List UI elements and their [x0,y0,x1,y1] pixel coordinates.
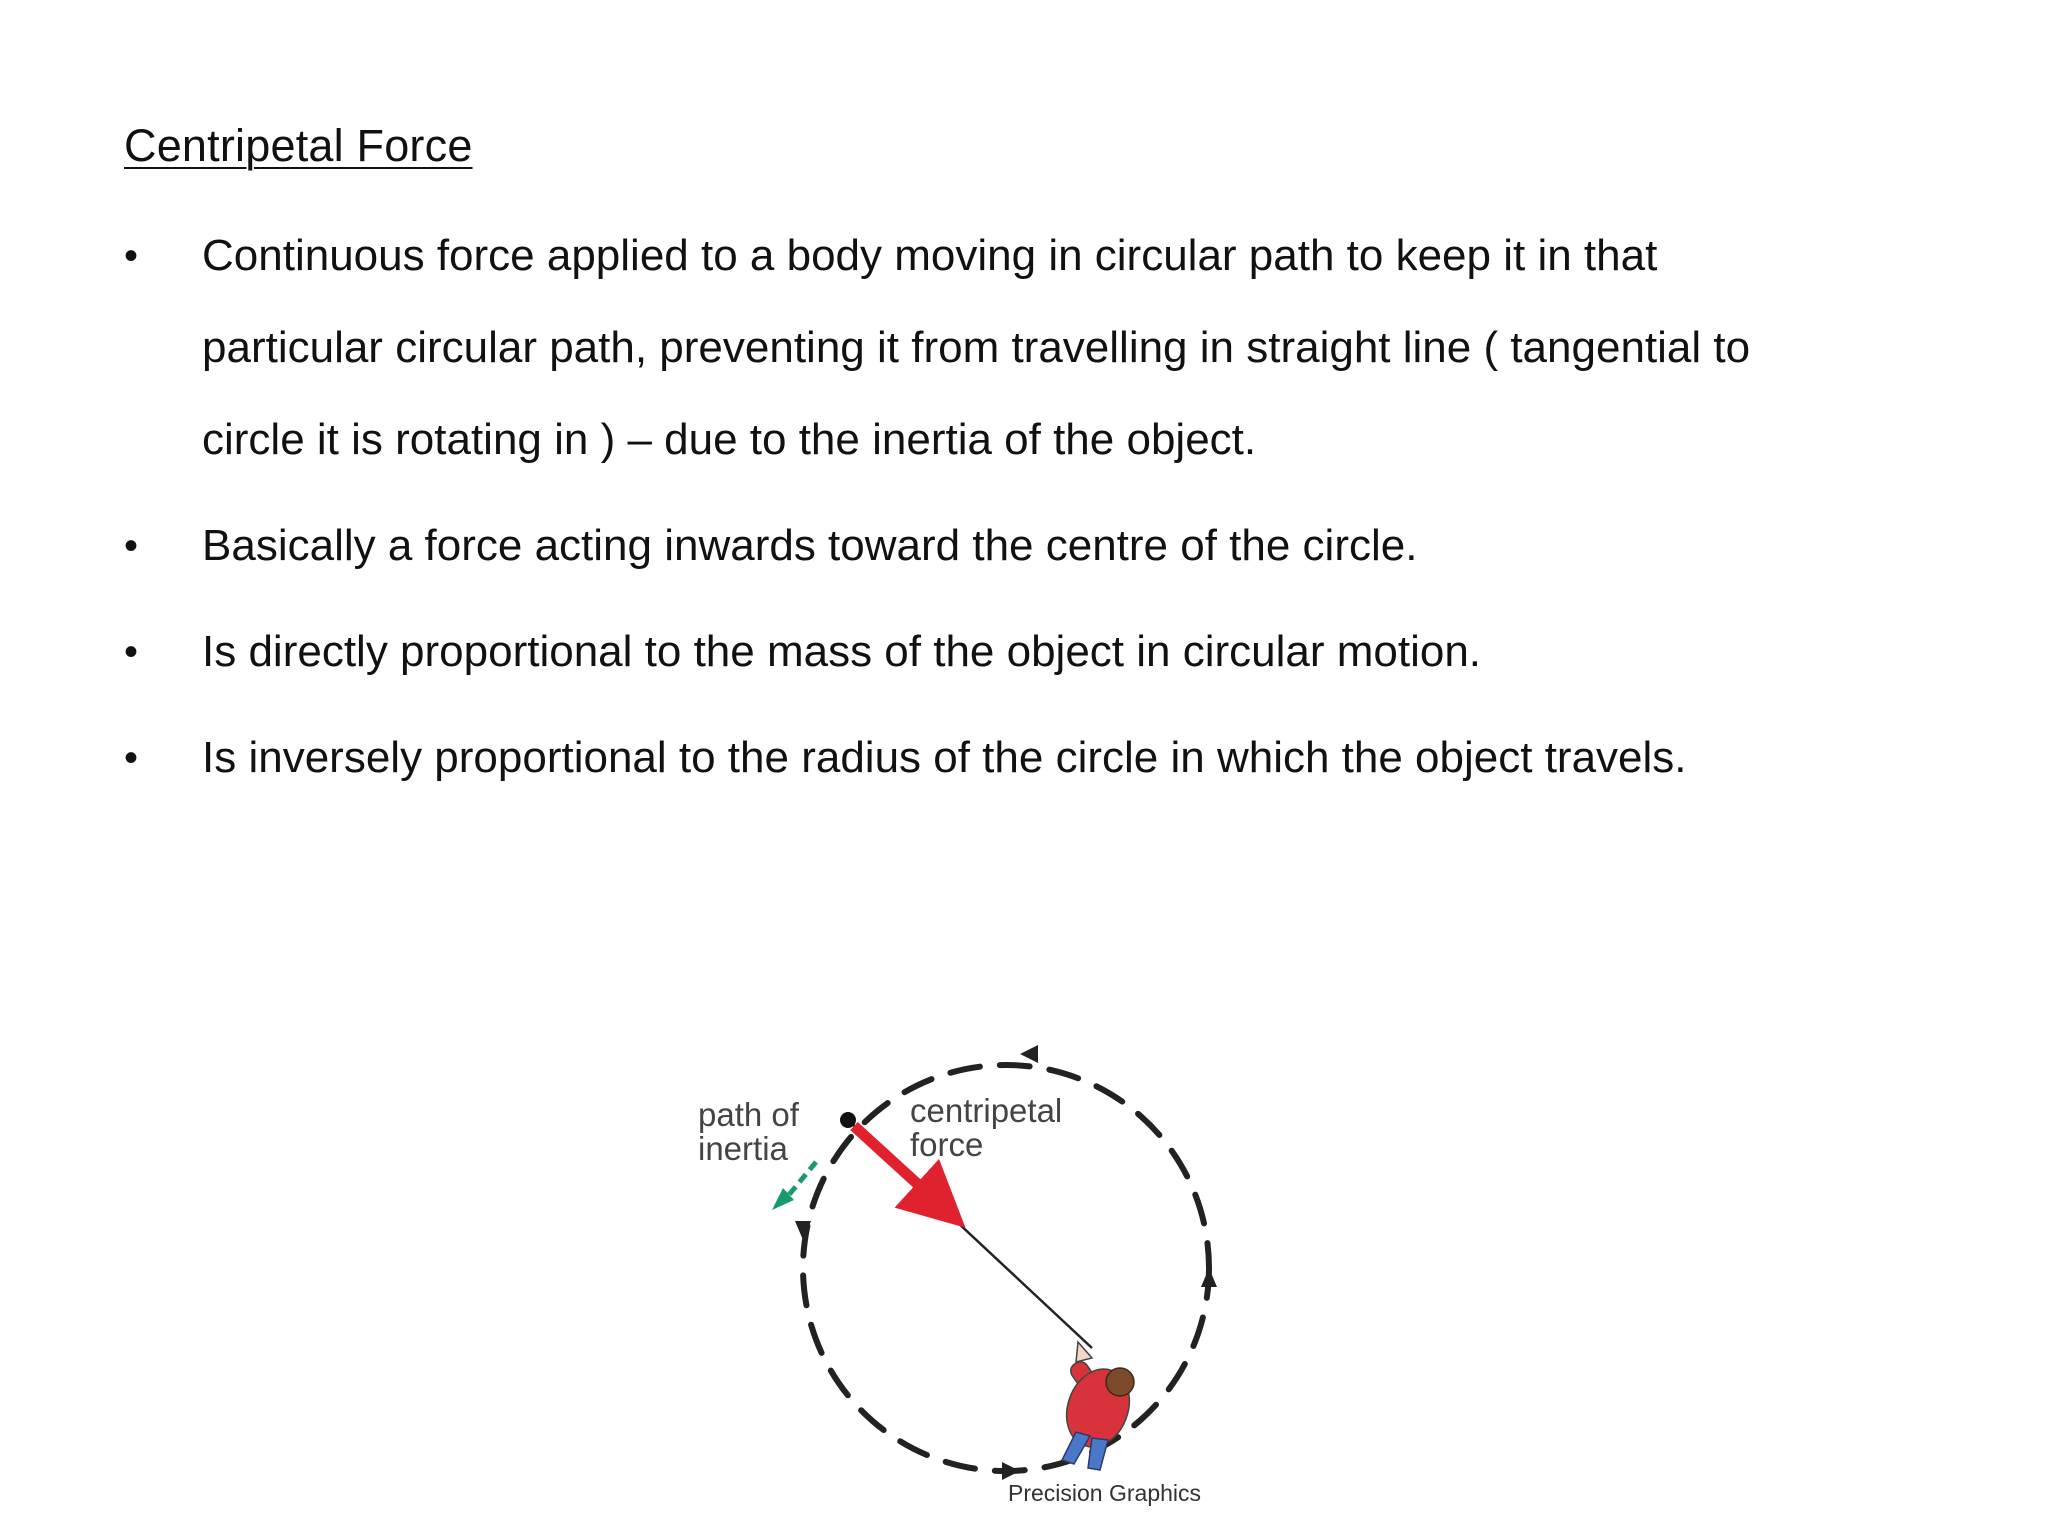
bullet-text: Basically a force acting inwards toward the centre of the circle. [202,521,1418,570]
person-figure [1056,1342,1140,1470]
label-centripetal-force-line2: force [910,1126,984,1163]
bullet-text: Is inversely proportional to the radius of the circle in which the object travels. [202,733,1687,782]
path-direction-arrow-top [1020,1045,1038,1063]
ball [840,1112,856,1128]
bullet-marker: • [124,630,139,674]
bullet-marker: • [124,736,139,780]
bullet-text: Continuous force applied to a body moving in circular path to keep it in that particular circular path, preventing it from travelling in straight line ( tangential to circle it is rotating in ) – due to the inertia of the object. [202,231,1751,464]
label-centripetal-force-line1: centripetal [910,1092,1063,1129]
bullet-item [124,500,1764,592]
bullet-item [124,712,1764,804]
bullet-text: Is directly proportional to the mass of the object in circular motion. [202,627,1482,676]
label-path-of-inertia-line1: path of [698,1096,799,1133]
slide-title: Centripetal Force [124,120,473,171]
bullet-item [124,606,1764,698]
path-direction-arrow-right [1201,1268,1217,1287]
inertia-path-arrow [788,1162,816,1196]
bullet-marker: • [124,524,139,568]
label-path-of-inertia [698,1098,799,1166]
image-credit: Precision Graphics [1008,1480,1202,1506]
label-centripetal-force [910,1094,1062,1162]
bullet-list [124,210,1764,818]
centripetal-force-diagram [680,1030,1240,1530]
bullet-item [124,210,1764,486]
bullet-marker: • [124,234,139,278]
label-path-of-inertia-line2: inertia [698,1130,788,1167]
